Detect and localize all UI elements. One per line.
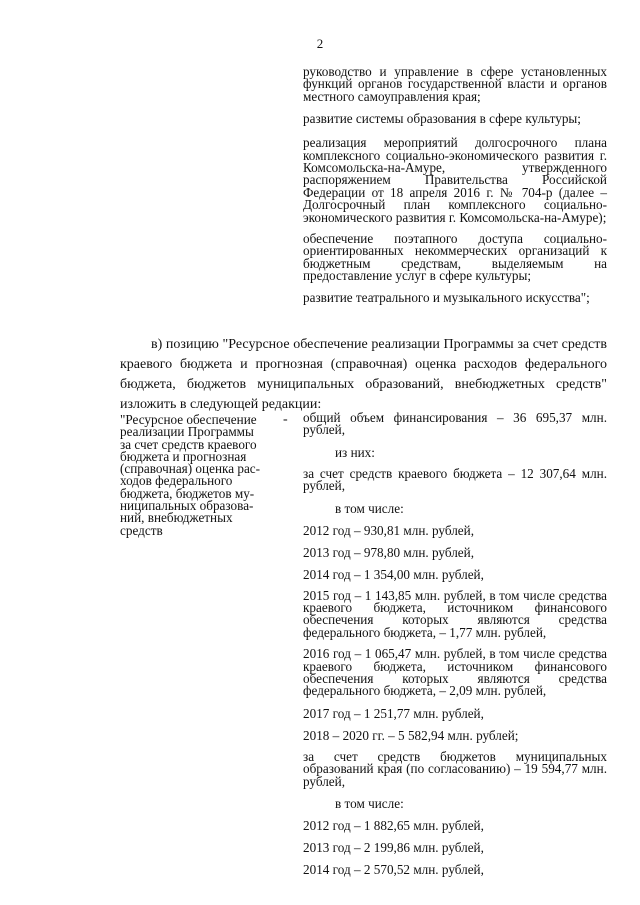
label-line: реализации Программы [120,424,254,440]
label-line: ниципальных образова- [120,498,254,514]
label-line: ходов федерального [120,473,233,489]
financing-year: 2015 год – 1 143,85 млн. рублей, в том числе средства краевого бюджета, источником финансового обеспечения которых являются средства федерального бюджета, – 1,77 млн. рублей, [303,587,607,640]
financing-regional: за счет средств краевого бюджета – 12 307,64 млн. рублей, [303,465,607,494]
label-line: ний, внебюджетных [120,510,233,526]
top-items-list [303,66,607,313]
label-line: (справочная) оценка рас- [120,461,261,477]
page-number: 2 [316,36,324,51]
financing-year: 2017 год – 1 251,77 млн. рублей, [303,705,484,721]
label-line: "Ресурсное обеспечение [120,412,257,427]
financing-details [303,412,607,885]
amendment-paragraph [120,335,607,415]
financing-year: 2014 год – 2 570,52 млн. рублей, [303,862,484,878]
list-item: руководство и управление в сфере установленных функций органов государственной власти и органов местного самоуправления края; [303,64,607,104]
list-item: обеспечение поэтапного доступа социально-ориентированных некоммерческих организаций к бюджетным средствам, выделяемым на предоставление услуг в сфере культуры; [303,231,607,284]
financing-year: 2013 год – 2 199,86 млн. рублей, [303,840,484,856]
financing-municipal: за счет средств бюджетов муниципальных образований края (по согласованию) – 19 594,77 млн. рублей, [303,748,607,789]
resource-provision-label [120,414,265,537]
financing-total: общий объем финансирования – 36 695,37 млн. рублей, [303,410,607,438]
financing-year: 2016 год – 1 065,47 млн. рублей, в том числе средства краевого бюджета, источником финансового обеспечения которых являются средства федерального бюджета, – 2,09 млн. рублей, [303,646,607,699]
paragraph-text: в) позицию "Ресурсное обеспечение реализации Программы за счет средств краевого бюджета и прогнозная (справочная) оценка расходов федерального бюджета, бюджетов муниципальных образований, внебюджетных средств" изложить в следующей редакции: [120,337,607,412]
financing-subheading: в том числе: [335,500,404,516]
list-item: реализация мероприятий долгосрочного плана комплексного социально-экономического развития г. Комсомольска-на-Амуре, утвержденного распоряжением Правительства Российской Федерации от 18 апреля 2016 г. № 704-р (далее – Долгосрочный план комплексного социально-экономического развития г. Комсомольска-на-Амуре); [303,135,607,225]
label-line: за счет средств краевого [120,436,257,452]
table-dash: - [283,412,288,427]
label-line: бюджета, бюджетов му- [120,485,255,501]
label-line: средств [120,522,163,538]
list-item: развитие театрального и музыкального искусства"; [303,289,590,305]
financing-year: 2012 год – 1 882,65 млн. рублей, [303,818,484,834]
financing-year: 2018 – 2020 гг. – 5 582,94 млн. рублей; [303,727,519,743]
label-line: бюджета и прогнозная [120,448,247,464]
list-item: развитие системы образования в сфере культуры; [303,111,581,127]
financing-year: 2014 год – 1 354,00 млн. рублей, [303,566,484,582]
financing-subheading: в том числе: [335,796,404,812]
financing-year: 2012 год – 930,81 млн. рублей, [303,522,475,538]
financing-subheading: из них: [335,444,375,460]
financing-year: 2013 год – 978,80 млн. рублей, [303,544,475,560]
